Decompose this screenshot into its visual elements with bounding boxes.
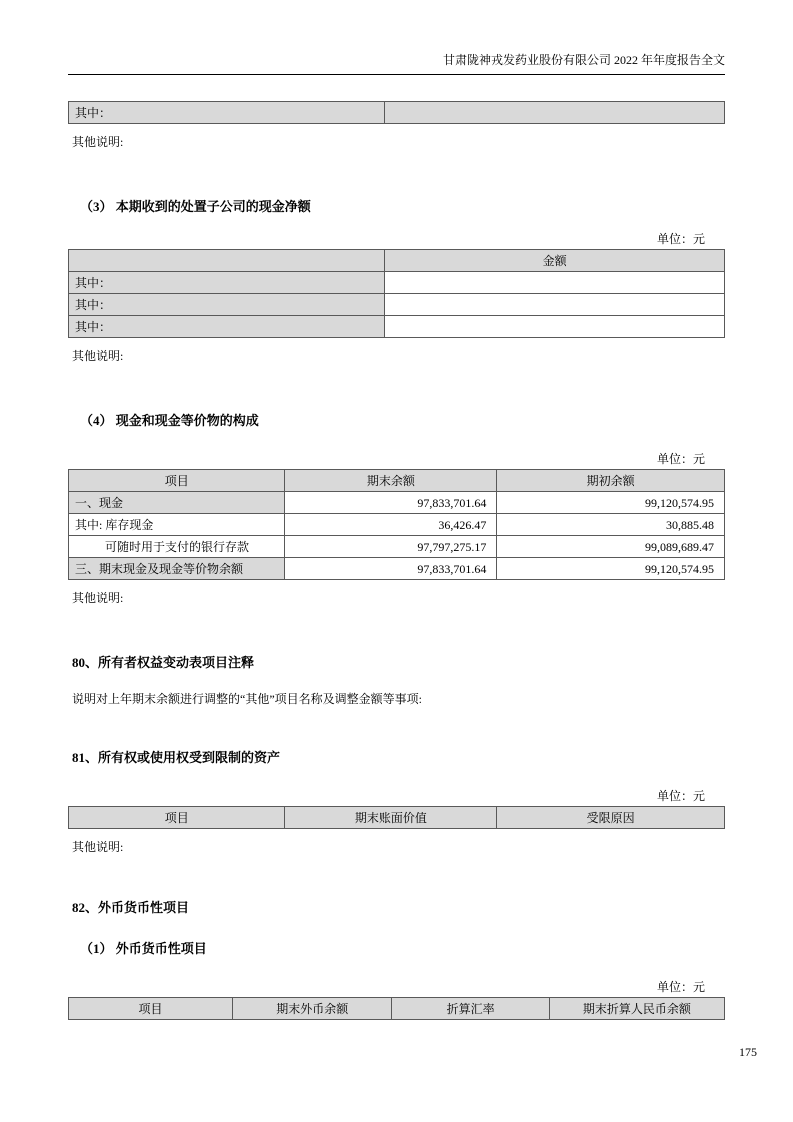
row-label-cell: 其中： xyxy=(69,316,385,338)
row-beginning-cell: 30,885.48 xyxy=(497,514,725,536)
unit-label: 单位：元 xyxy=(656,789,705,803)
row-value-cell xyxy=(385,316,725,338)
row-beginning-cell: 99,120,574.95 xyxy=(497,558,725,580)
fragment-table xyxy=(68,101,725,124)
table-row xyxy=(69,514,725,536)
row-ending-cell: 97,797,275.17 xyxy=(285,536,497,558)
row-item-cell: 其中: 库存现金 xyxy=(69,514,285,536)
restricted-assets-table xyxy=(68,806,725,829)
table-row xyxy=(69,316,725,338)
cash-composition-table xyxy=(68,469,725,580)
table-row xyxy=(69,102,725,124)
row-label-cell: 其中： xyxy=(69,272,385,294)
foreign-currency-table xyxy=(68,997,725,1020)
section80-heading: 80、所有者权益变动表项目注释 xyxy=(72,655,255,670)
table-header-row xyxy=(69,250,725,272)
row-value-cell xyxy=(385,272,725,294)
unit-label: 单位：元 xyxy=(656,980,705,994)
col-header-beginning: 期初余额 xyxy=(497,470,725,492)
unit-label: 单位：元 xyxy=(656,452,705,466)
col-header-amount: 金额 xyxy=(385,250,725,272)
col-header-book-value: 期末账面价值 xyxy=(285,807,497,829)
section80-body: 说明对上年期末余额进行调整的“其他”项目名称及调整金额等事项: xyxy=(72,692,422,706)
section82-heading: 82、外币货币性项目 xyxy=(72,900,190,915)
table-row xyxy=(69,272,725,294)
table-row xyxy=(69,536,725,558)
row-beginning-cell: 99,120,574.95 xyxy=(497,492,725,514)
unit-label: 单位：元 xyxy=(656,232,705,246)
section82-subheading: （1） 外币货币性项目 xyxy=(80,941,207,956)
row-label-cell: 其中： xyxy=(69,294,385,316)
col-header-rmb-balance: 期末折算人民币余额 xyxy=(549,998,724,1020)
row-ending-cell: 36,426.47 xyxy=(285,514,497,536)
page-number: 175 xyxy=(739,1045,757,1059)
row-value-cell xyxy=(385,102,725,124)
table-header-row xyxy=(69,807,725,829)
table-row xyxy=(69,492,725,514)
col-header-item: 项目 xyxy=(69,470,285,492)
col-header-exchange-rate: 折算汇率 xyxy=(392,998,549,1020)
other-note: 其他说明: xyxy=(72,591,124,605)
col-header-ending: 期末余额 xyxy=(285,470,497,492)
col-header-item: 项目 xyxy=(69,807,285,829)
col-header-foreign-balance: 期末外币余额 xyxy=(233,998,392,1020)
disposal-cash-table xyxy=(68,249,725,338)
other-note: 其他说明: xyxy=(72,840,124,854)
table-header-row xyxy=(69,470,725,492)
report-header xyxy=(68,52,725,75)
other-note: 其他说明: xyxy=(72,349,124,363)
col-header-empty xyxy=(69,250,385,272)
col-header-reason: 受限原因 xyxy=(497,807,725,829)
row-beginning-cell: 99,089,689.47 xyxy=(497,536,725,558)
row-ending-cell: 97,833,701.64 xyxy=(285,492,497,514)
table-row xyxy=(69,294,725,316)
section81-heading: 81、所有权或使用权受到限制的资产 xyxy=(72,750,281,765)
row-ending-cell: 97,833,701.64 xyxy=(285,558,497,580)
row-value-cell xyxy=(385,294,725,316)
other-note: 其他说明: xyxy=(72,135,124,149)
table-header-row xyxy=(69,998,725,1020)
report-title: 甘肃陇神戎发药业股份有限公司 2022 年年度报告全文 xyxy=(442,53,725,67)
section4-heading: （4） 现金和现金等价物的构成 xyxy=(80,413,259,428)
table-row xyxy=(69,558,725,580)
row-item-cell: 一、现金 xyxy=(69,492,285,514)
col-header-item: 项目 xyxy=(69,998,233,1020)
row-item-cell: 三、期末现金及现金等价物余额 xyxy=(69,558,285,580)
row-item-cell: 可随时用于支付的银行存款 xyxy=(69,536,285,558)
section3-heading: （3） 本期收到的处置子公司的现金净额 xyxy=(80,199,311,214)
row-label-cell: 其中： xyxy=(69,102,385,124)
